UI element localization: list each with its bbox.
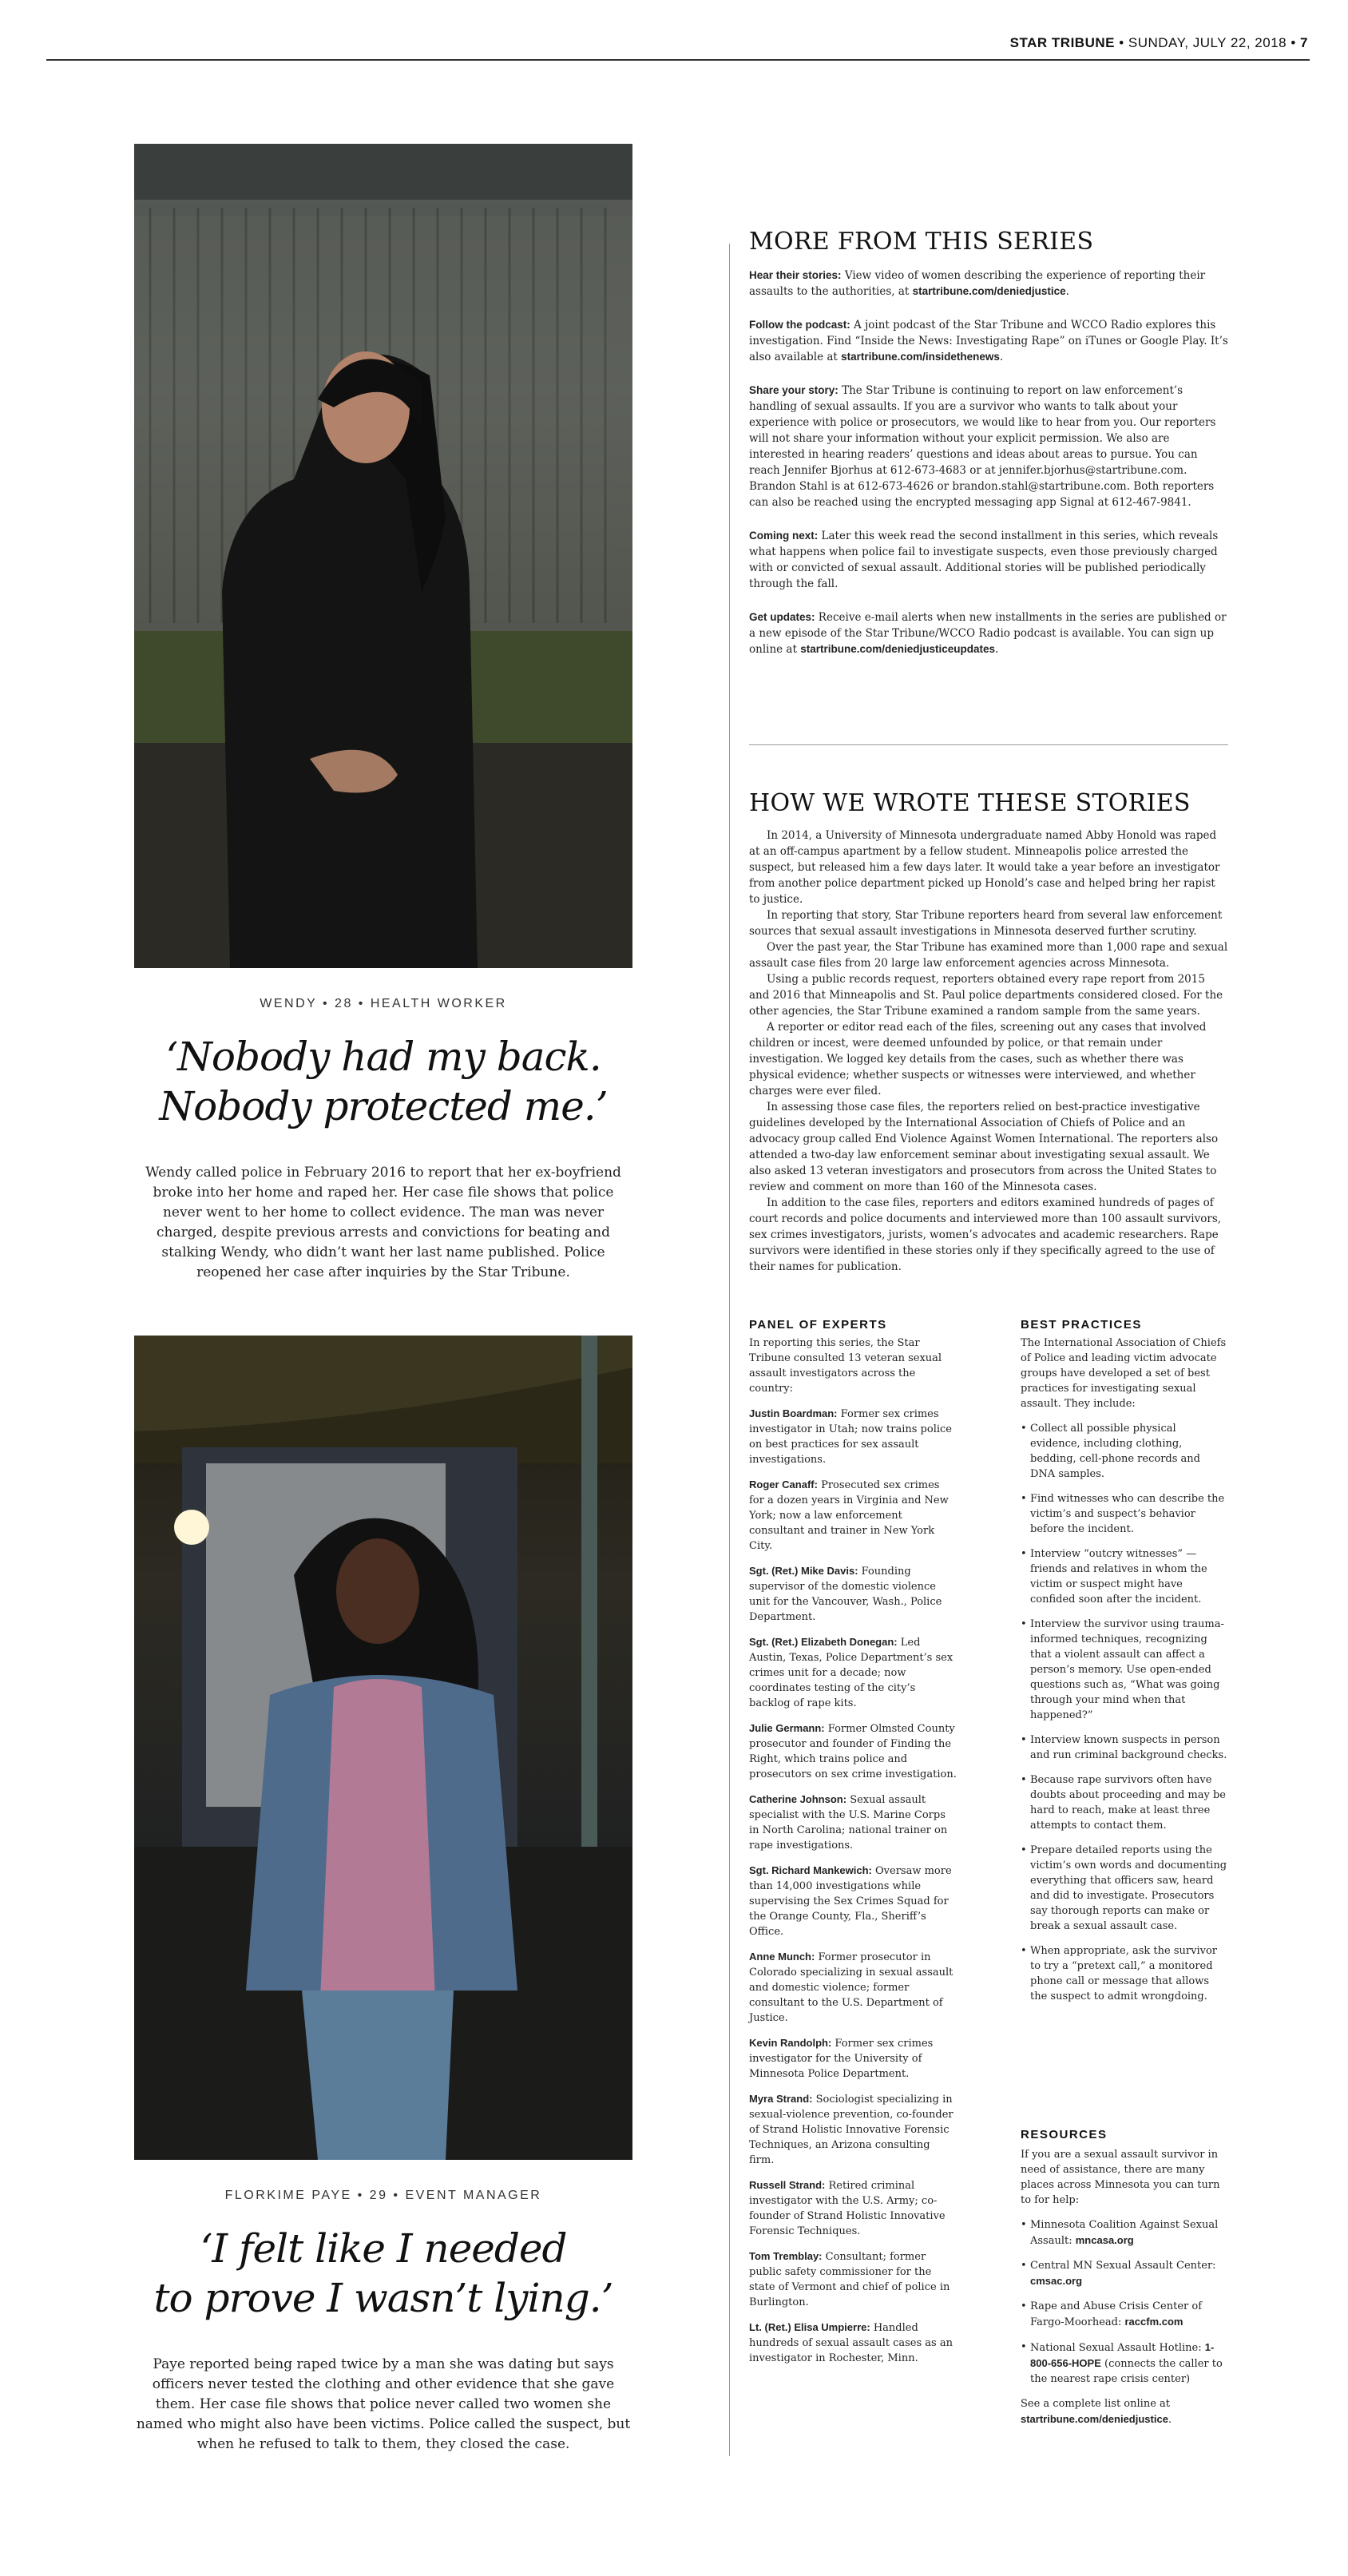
resource-item (1021, 2299, 1228, 2330)
portrait-photo-wendy (134, 144, 632, 968)
expert-entry (749, 2249, 957, 2310)
resource-item (1021, 2258, 1228, 2289)
expert-entry (749, 2091, 957, 2168)
method-paragraph: Using a public records request, reporters obtained every rape report from 2015 and 2016 that Minneapolis and St. Paul police departments considered closed. For the other agencies, the Star Tribune examined a random sample from the same years. (749, 973, 1223, 1018)
profile-kicker-paye: FLORKIME PAYE • 29 • EVENT MANAGER (224, 2189, 542, 2202)
expert-desc: Led Austin, Texas, Police Department’s sex crimes unit for a decade; now coordinates testing of the city’s backlog of rape kits. (749, 1637, 954, 1709)
panel-intro: In reporting this series, the Star Tribune consulted 13 veteran sexual assault investigators across the country: (749, 1337, 942, 1395)
method-paragraph: A reporter or editor read each of the files, screening out any cases that involved children or incest, were deemed unfounded by police, or that remain under investigation. We logged key details from the cases, such as whether there was physical evidence; whether suspects or witnesses were interviewed, and whether charges were ever filed. (749, 1021, 1207, 1097)
resource-text: Central MN Sexual Assault Center: (1030, 2260, 1216, 2272)
series-item (749, 317, 1228, 365)
profile-bio-paye: Paye reported being raped twice by a man she was dating but says officers never tested the clothing and other evidence that she gave them. Her case file shows that police never called two women she named who might also have been victims. Police called the suspect, but when he refused to talk to them, they closed the case. (136, 2356, 631, 2452)
pull-quote-line: to prove I wasn’t lying.’ (153, 2275, 613, 2321)
resource-link[interactable]: cmsac.org (1030, 2275, 1083, 2287)
header-rule (46, 59, 1310, 61)
series-item (749, 528, 1228, 592)
practice-item: • Find witnesses who can describe the victim’s and suspect’s behavior before the incident. (1021, 1491, 1228, 1537)
page-number: 7 (1300, 35, 1308, 50)
series-item-tail: . (999, 351, 1004, 363)
practice-item: • Prepare detailed reports using the victim’s own words and documenting everything that officers saw, heard and did to investigate. Prosecutors say thorough reports can make or break a sexual assault case. (1021, 1843, 1228, 1934)
series-item-lead: Get updates: (749, 611, 815, 623)
expert-desc: Former sex crimes investigator for the University of Minnesota Police Department. (749, 2038, 934, 2080)
practice-item: • Collect all possible physical evidence, including clothing, bedding, cell-phone records and DNA samples. (1021, 1421, 1228, 1482)
expert-name: Catherine Johnson: (749, 1793, 847, 1805)
method-paragraph: In 2014, a University of Minnesota undergraduate named Abby Honold was raped at an off-campus apartment by a fellow student. Minneapolis police arrested the suspect, but released him a few days later. It would take a year before an investigator from another police department picked up Honold’s case and helped bring her rapist to justice. (749, 829, 1220, 906)
expert-entry (749, 1721, 957, 1782)
series-item (749, 268, 1228, 300)
pull-quote-line: Nobody protected me.’ (159, 1083, 608, 1129)
section-rule (749, 744, 1228, 745)
series-item-link[interactable]: startribune.com/insidethenews (841, 351, 1000, 363)
practice-item: • Interview the survivor using trauma-informed techniques, recognizing that a violent assault can affect a person’s memory. Use open-ended questions such as, “What was going through your mind when that happened?” (1021, 1617, 1228, 1723)
resources-list (1021, 2147, 1228, 2437)
publication-name: STAR TRIBUNE (1009, 35, 1115, 50)
method-paragraph: Over the past year, the Star Tribune has examined more than 1,000 rape and sexual assault case files from 20 large law enforcement agencies across Minnesota. (749, 941, 1228, 970)
expert-name: Julie Germann: (749, 1722, 825, 1734)
expert-name: Roger Canaff: (749, 1479, 818, 1490)
pull-quote-paye (134, 2224, 632, 2323)
practices-heading: BEST PRACTICES (1021, 1318, 1142, 1332)
resources-outro-tail: . (1168, 2414, 1172, 2426)
expert-name: Lt. (Ret.) Elisa Umpierre: (749, 2321, 870, 2333)
series-item-lead: Coming next: (749, 530, 819, 542)
expert-entry (749, 2177, 957, 2239)
series-item-text: Receive e-mail alerts when new installments in the series are published or a new episode of the Star Tribune/WCCO Radio podcast is available. You can sign up online at (749, 611, 1227, 656)
series-item-lead: Share your story: (749, 384, 839, 396)
resource-phone[interactable]: 1-800-656-HOPE (1030, 2341, 1215, 2369)
expert-entry (749, 2035, 957, 2082)
expert-entry (749, 1406, 957, 1467)
resource-text: Rape and Abuse Crisis Center of Fargo-Moorhead: (1030, 2300, 1203, 2328)
expert-desc: Sexual assault specialist with the U.S. Marine Corps in North Carolina; national trainer on rape investigations. (749, 1794, 948, 1852)
expert-entry (749, 1634, 957, 1711)
series-item-text: Later this week read the second installment in this series, which reveals what happens when police fail to investigate suspects, even those previously charged with or convicted of sexual assault. Additional stories will be published periodically through the fall. (749, 530, 1219, 590)
practice-item: • When appropriate, ask the survivor to try a “pretext call,” a monitored phone call or message that allows the suspect to admit wrongdoing. (1021, 1943, 1228, 2004)
practices-intro: The International Association of Chiefs of Police and leading victim advocate groups have developed a set of best practices for investigating sexual assault. They include: (1021, 1337, 1227, 1410)
series-item (749, 609, 1228, 657)
expert-name: Kevin Randolph: (749, 2037, 832, 2049)
series-item-link[interactable]: startribune.com/deniedjusticeupdates (800, 643, 996, 655)
pull-quote-line: ‘I felt like I needed (200, 2225, 567, 2272)
column-divider (729, 244, 730, 2456)
expert-desc: Founding supervisor of the domestic violence unit for the Vancouver, Wash., Police Department. (749, 1566, 942, 1623)
expert-name: Myra Strand: (749, 2093, 813, 2105)
expert-desc: Oversaw more than 14,000 investigations while supervising the Sex Crimes Squad for the Orange County, Fla., Sheriff’s Office. (749, 1865, 952, 1938)
expert-desc: Former Olmsted County prosecutor and founder of Finding the Right, which trains police and prosecutors on sex crime investigation. (749, 1723, 957, 1780)
expert-name: Tom Tremblay: (749, 2250, 823, 2262)
practice-item: • Because rape survivors often have doubts about proceeding and may be hard to reach, make at least three attempts to contact them. (1021, 1772, 1228, 1833)
series-item-text: View video of women describing the experience of reporting their assaults to the authorities, at (749, 269, 1206, 298)
resource-tail: (connects the caller to the nearest rape crisis center) (1030, 2358, 1223, 2385)
expert-name: Anne Munch: (749, 1951, 815, 1963)
expert-desc: Retired criminal investigator with the U.S. Army; co-founder of Strand Holistic Innovative Forensic Techniques. (749, 2180, 946, 2237)
expert-desc: Prosecuted sex crimes for a dozen years in Virginia and New York; now a law enforcement consultant and trainer in New York City. (749, 1479, 949, 1552)
panel-heading: PANEL OF EXPERTS (749, 1318, 887, 1332)
publication-date: SUNDAY, JULY 22, 2018 (1128, 35, 1287, 50)
pull-quote-wendy (134, 1032, 632, 1131)
portrait-photo-paye (134, 1336, 632, 2160)
method-story (749, 828, 1228, 1275)
practices-list (1021, 1336, 1228, 2014)
series-heading: MORE FROM THIS SERIES (749, 228, 1094, 256)
panel-list (749, 1336, 957, 2376)
expert-entry (749, 2320, 957, 2366)
resources-outro-link[interactable]: startribune.com/deniedjustice (1021, 2413, 1168, 2425)
series-item-tail: . (995, 643, 999, 656)
profile-kicker-wendy: WENDY • 28 • HEALTH WORKER (260, 997, 507, 1010)
resources-outro (1021, 2396, 1228, 2427)
series-list (749, 268, 1228, 675)
series-item-tail: . (1065, 285, 1069, 298)
expert-entry (749, 1863, 957, 1939)
page-folio: STAR TRIBUNE • SUNDAY, JULY 22, 2018 • 7 (1009, 35, 1308, 50)
method-paragraph: In reporting that story, Star Tribune reporters heard from several law enforcement sources that sexual assault investigations in Minnesota deserved further scrutiny. (749, 909, 1223, 938)
expert-entry (749, 1477, 957, 1554)
expert-desc: Former prosecutor in Colorado specializing in sexual assault and domestic violence; former consultant to the U.S. Department of Justice. (749, 1951, 954, 2024)
pull-quote-line: ‘Nobody had my back. (165, 1034, 601, 1080)
resource-link[interactable]: mncasa.org (1075, 2234, 1134, 2246)
expert-name: Sgt. Richard Mankewich: (749, 1864, 872, 1876)
resource-text: National Sexual Assault Hotline: (1030, 2342, 1205, 2354)
profile-bio-wendy: Wendy called police in February 2016 to report that her ex-boyfriend broke into her home and raped her. Her case file shows that police never went to her home to collect evidence. The man was never charged, despite previous arrests and convictions for beating and stalking Wendy, who didn’t want her last name published. Police reopened her case after inquiries by the Star Tribune. (145, 1165, 621, 1280)
series-item-link[interactable]: startribune.com/deniedjustice (912, 285, 1066, 297)
series-item-lead: Hear their stories: (749, 269, 842, 281)
method-paragraph: In assessing those case files, the reporters relied on best-practice investigative guidelines developed by the International Association of Chiefs of Police and an advocacy group called End Violence Against Women International. The reporters also attended a two-day law enforcement seminar about investigating sexual assault. We also asked 13 veteran investigators and prosecutors from across the United States to review and comment on more than 160 of the Minnesota cases. (749, 1101, 1219, 1193)
expert-name: Russell Strand: (749, 2179, 826, 2191)
expert-name: Sgt. (Ret.) Mike Davis: (749, 1565, 858, 1577)
series-item-text: A joint podcast of the Star Tribune and WCCO Radio explores this investigation. Find “Inside the News: Investigating Rape” on iTunes or Google Play. It’s also available at (749, 319, 1228, 363)
series-item (749, 383, 1228, 510)
resource-link[interactable]: raccfm.com (1124, 2316, 1183, 2328)
expert-desc: Consultant; former public safety commissioner for the state of Vermont and chief of police in Burlington. (749, 2251, 950, 2308)
method-heading: HOW WE WROTE THESE STORIES (749, 789, 1191, 817)
expert-desc: Handled hundreds of sexual assault cases as an investigator in Rochester, Minn. (749, 2322, 953, 2364)
resource-item (1021, 2217, 1228, 2249)
expert-name: Sgt. (Ret.) Elizabeth Donegan: (749, 1636, 898, 1648)
expert-entry (749, 1563, 957, 1625)
expert-entry (749, 1792, 957, 1853)
expert-desc: Sociologist specializing in sexual-violence prevention, co-founder of Strand Holistic Innovative Forensic Techniques, an Arizona consulting firm. (749, 2094, 954, 2166)
resource-item (1021, 2340, 1228, 2387)
method-paragraph: In addition to the case files, reporters and editors examined hundreds of pages of court records and police documents and interviewed more than 100 assault survivors, sex crimes investigators, jurists, women’s advocates and academic researchers. Rape survivors were identified in these stories only if they specifically agreed to the use of their names for publication. (749, 1197, 1222, 1273)
expert-entry (749, 1949, 957, 2026)
series-item-lead: Follow the podcast: (749, 319, 850, 331)
resources-outro-text: See a complete list online at (1021, 2398, 1170, 2410)
practice-item: • Interview known suspects in person and run criminal background checks. (1021, 1733, 1228, 1763)
resources-intro: If you are a sexual assault survivor in need of assistance, there are many places across Minnesota you can turn to for help: (1021, 2149, 1220, 2206)
resource-text: Minnesota Coalition Against Sexual Assault: (1030, 2219, 1219, 2247)
expert-desc: Former sex crimes investigator in Utah; now trains police on best practices for sex assault investigations. (749, 1408, 952, 1466)
practice-item: • Interview “outcry witnesses” — friends and relatives in whom the victim or suspect might have confided soon after the incident. (1021, 1546, 1228, 1607)
series-item-text: The Star Tribune is continuing to report on law enforcement’s handling of sexual assaults. If you are a survivor who wants to talk about your experience with police or prosecutors, we would like to hear from you. Our reporters will not share your information without your explicit permission. We also are interested in hearing readers’ questions and ideas about areas to pursue. You can reach Jennifer Bjorhus at 612-673-4683 or at jennifer.bjorhus@startribune.com. Brandon Stahl is at 612-673-4626 or brandon.stahl@startribune.com. Both reporters can also be reached using the encrypted messaging app Signal at 612-467-9841. (749, 384, 1216, 509)
expert-name: Justin Boardman: (749, 1407, 838, 1419)
resources-heading: RESOURCES (1021, 2128, 1108, 2141)
